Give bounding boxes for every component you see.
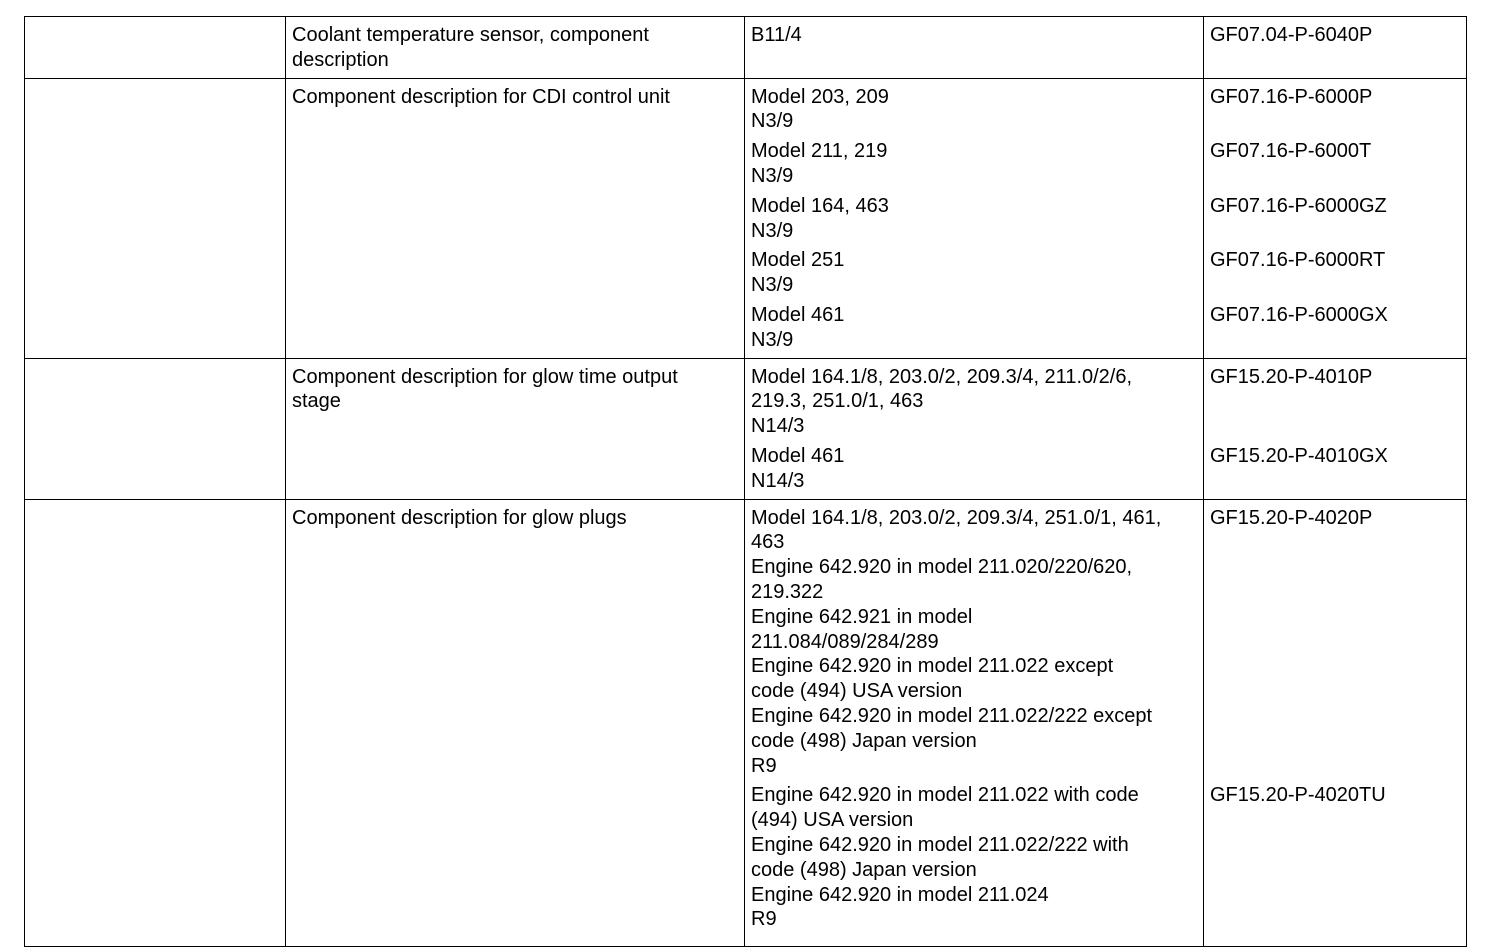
document-number: GF15.20-P-4020P	[1210, 506, 1373, 529]
applicability-line: Model 164.1/8, 203.0/2, 209.3/4, 251.0/1, 461,	[751, 506, 1162, 529]
spacer-line	[1210, 833, 1460, 858]
applicability-line: Model 461	[751, 303, 845, 326]
document-number-entry	[1210, 303, 1460, 353]
spacer-line	[1210, 414, 1460, 439]
applicability-line: Engine 642.920 in model 211.020/220/620,	[751, 556, 1133, 579]
spacer-line	[1210, 630, 1460, 655]
table-row	[25, 499, 1467, 946]
spacer-line	[1210, 469, 1460, 494]
applicability-line: code (494) USA version	[751, 680, 963, 703]
spacer-line	[1210, 219, 1460, 244]
applicability-line: code (498) Japan version	[751, 729, 977, 752]
applicability-line: 219.3, 251.0/1, 463	[751, 390, 924, 413]
table-row	[25, 17, 1467, 79]
component-description-cell	[286, 499, 745, 946]
component-description-cell	[286, 17, 745, 79]
applicability-line: 219.322	[751, 580, 824, 603]
spacer-line	[1210, 605, 1460, 630]
spacer-line	[1210, 704, 1460, 729]
document-number: GF15.20-P-4020TU	[1210, 784, 1386, 807]
spacer-line	[1210, 883, 1460, 908]
applicability-line: code (498) Japan version	[751, 858, 977, 881]
applicability-line: (494) USA version	[751, 809, 914, 832]
applicability-line: Engine 642.920 in model 211.024	[751, 883, 1049, 906]
component-description: Coolant temperature sensor, component description	[292, 24, 649, 71]
applicability-line: Model 164.1/8, 203.0/2, 209.3/4, 211.0/2/6,	[751, 365, 1133, 388]
document-number-entry	[1210, 444, 1460, 494]
applicability-entry	[751, 85, 1197, 135]
document-number: GF07.16-P-6000T	[1210, 140, 1372, 163]
applicability-entry	[751, 23, 1197, 48]
spacer-line	[1210, 164, 1460, 189]
table-body	[25, 17, 1467, 947]
applicability-cell	[745, 17, 1204, 79]
applicability-line: 463	[751, 531, 785, 554]
applicability-line: N14/3	[751, 415, 805, 438]
document-number-entry	[1210, 248, 1460, 298]
document-number-entry	[1210, 365, 1460, 439]
applicability-line: N14/3	[751, 469, 805, 492]
component-description: Component description for glow time output stage	[292, 365, 678, 413]
document-number-cell	[1204, 78, 1467, 358]
applicability-line: N3/9	[751, 164, 794, 187]
applicability-line: R9	[751, 754, 777, 777]
spacer-line	[1210, 109, 1460, 134]
document-number: GF07.16-P-6000GZ	[1210, 194, 1387, 217]
document-number-entry	[1210, 23, 1460, 48]
document-number-cell	[1204, 17, 1467, 79]
document-number-entry	[1210, 783, 1460, 932]
spacer-line	[1210, 858, 1460, 883]
table-row	[25, 358, 1467, 499]
document-number: GF07.16-P-6000GX	[1210, 303, 1388, 326]
spacer-line	[1210, 530, 1460, 555]
spacer-line	[1210, 555, 1460, 580]
applicability-line: Model 203, 209	[751, 85, 889, 108]
document-number-cell	[1204, 358, 1467, 499]
applicability-line: Engine 642.920 in model 211.022/222 with	[751, 833, 1129, 856]
applicability-cell	[745, 358, 1204, 499]
document-number: GF15.20-P-4010GX	[1210, 444, 1388, 467]
document-number: GF07.16-P-6000RT	[1210, 249, 1386, 272]
applicability-entry	[751, 444, 1197, 494]
applicability-line: N3/9	[751, 219, 794, 242]
applicability-entry	[751, 194, 1197, 244]
document-number-cell	[1204, 499, 1467, 946]
spacer-line	[1210, 328, 1460, 353]
document-number-entry	[1210, 85, 1460, 135]
table-row	[25, 78, 1467, 358]
applicability-line: Engine 642.920 in model 211.022/222 except	[751, 704, 1153, 727]
applicability-entry	[751, 139, 1197, 189]
component-description: Component description for glow plugs	[292, 506, 627, 529]
applicability-line: N3/9	[751, 274, 794, 297]
document-number-entry	[1210, 139, 1460, 189]
applicability-line: Model 164, 463	[751, 194, 889, 217]
document-number: GF07.04-P-6040P	[1210, 24, 1373, 46]
spacer-line	[1210, 580, 1460, 605]
document-number: GF07.16-P-6000P	[1210, 85, 1373, 108]
applicability-entry	[751, 248, 1197, 298]
component-description-cell	[286, 78, 745, 358]
applicability-entry	[751, 783, 1197, 932]
spacer-line	[1210, 679, 1460, 704]
applicability-cell	[745, 499, 1204, 946]
applicability-line: Model 251	[751, 249, 845, 272]
applicability-entry	[751, 365, 1197, 439]
applicability-line: N3/9	[751, 328, 794, 351]
applicability-line: B11/4	[751, 24, 802, 46]
empty-cell	[25, 78, 286, 358]
empty-cell	[25, 17, 286, 79]
spacer-line	[1210, 273, 1460, 298]
applicability-line: Engine 642.920 in model 211.022 with code	[751, 784, 1139, 807]
component-reference-table	[24, 16, 1467, 947]
applicability-line: N3/9	[751, 110, 794, 133]
applicability-line: Model 211, 219	[751, 140, 888, 163]
spacer-line	[1210, 907, 1460, 932]
applicability-line: Engine 642.920 in model 211.022 except	[751, 655, 1114, 678]
component-description: Component description for CDI control unit	[292, 85, 670, 108]
applicability-entry	[751, 303, 1197, 353]
empty-cell	[25, 499, 286, 946]
applicability-line: R9	[751, 908, 777, 931]
spacer-line	[1210, 654, 1460, 679]
spacer-line	[1210, 754, 1460, 779]
applicability-cell	[745, 78, 1204, 358]
applicability-entry	[751, 506, 1197, 779]
document-number-entry	[1210, 194, 1460, 244]
applicability-line: 211.084/089/284/289	[751, 630, 939, 653]
empty-cell	[25, 358, 286, 499]
applicability-line: Model 461	[751, 444, 845, 467]
component-description-cell	[286, 358, 745, 499]
document-number: GF15.20-P-4010P	[1210, 365, 1373, 388]
spacer-line	[1210, 808, 1460, 833]
document-number-entry	[1210, 506, 1460, 779]
spacer-line	[1210, 729, 1460, 754]
applicability-line: Engine 642.921 in model	[751, 605, 973, 628]
spacer-line	[1210, 389, 1460, 414]
